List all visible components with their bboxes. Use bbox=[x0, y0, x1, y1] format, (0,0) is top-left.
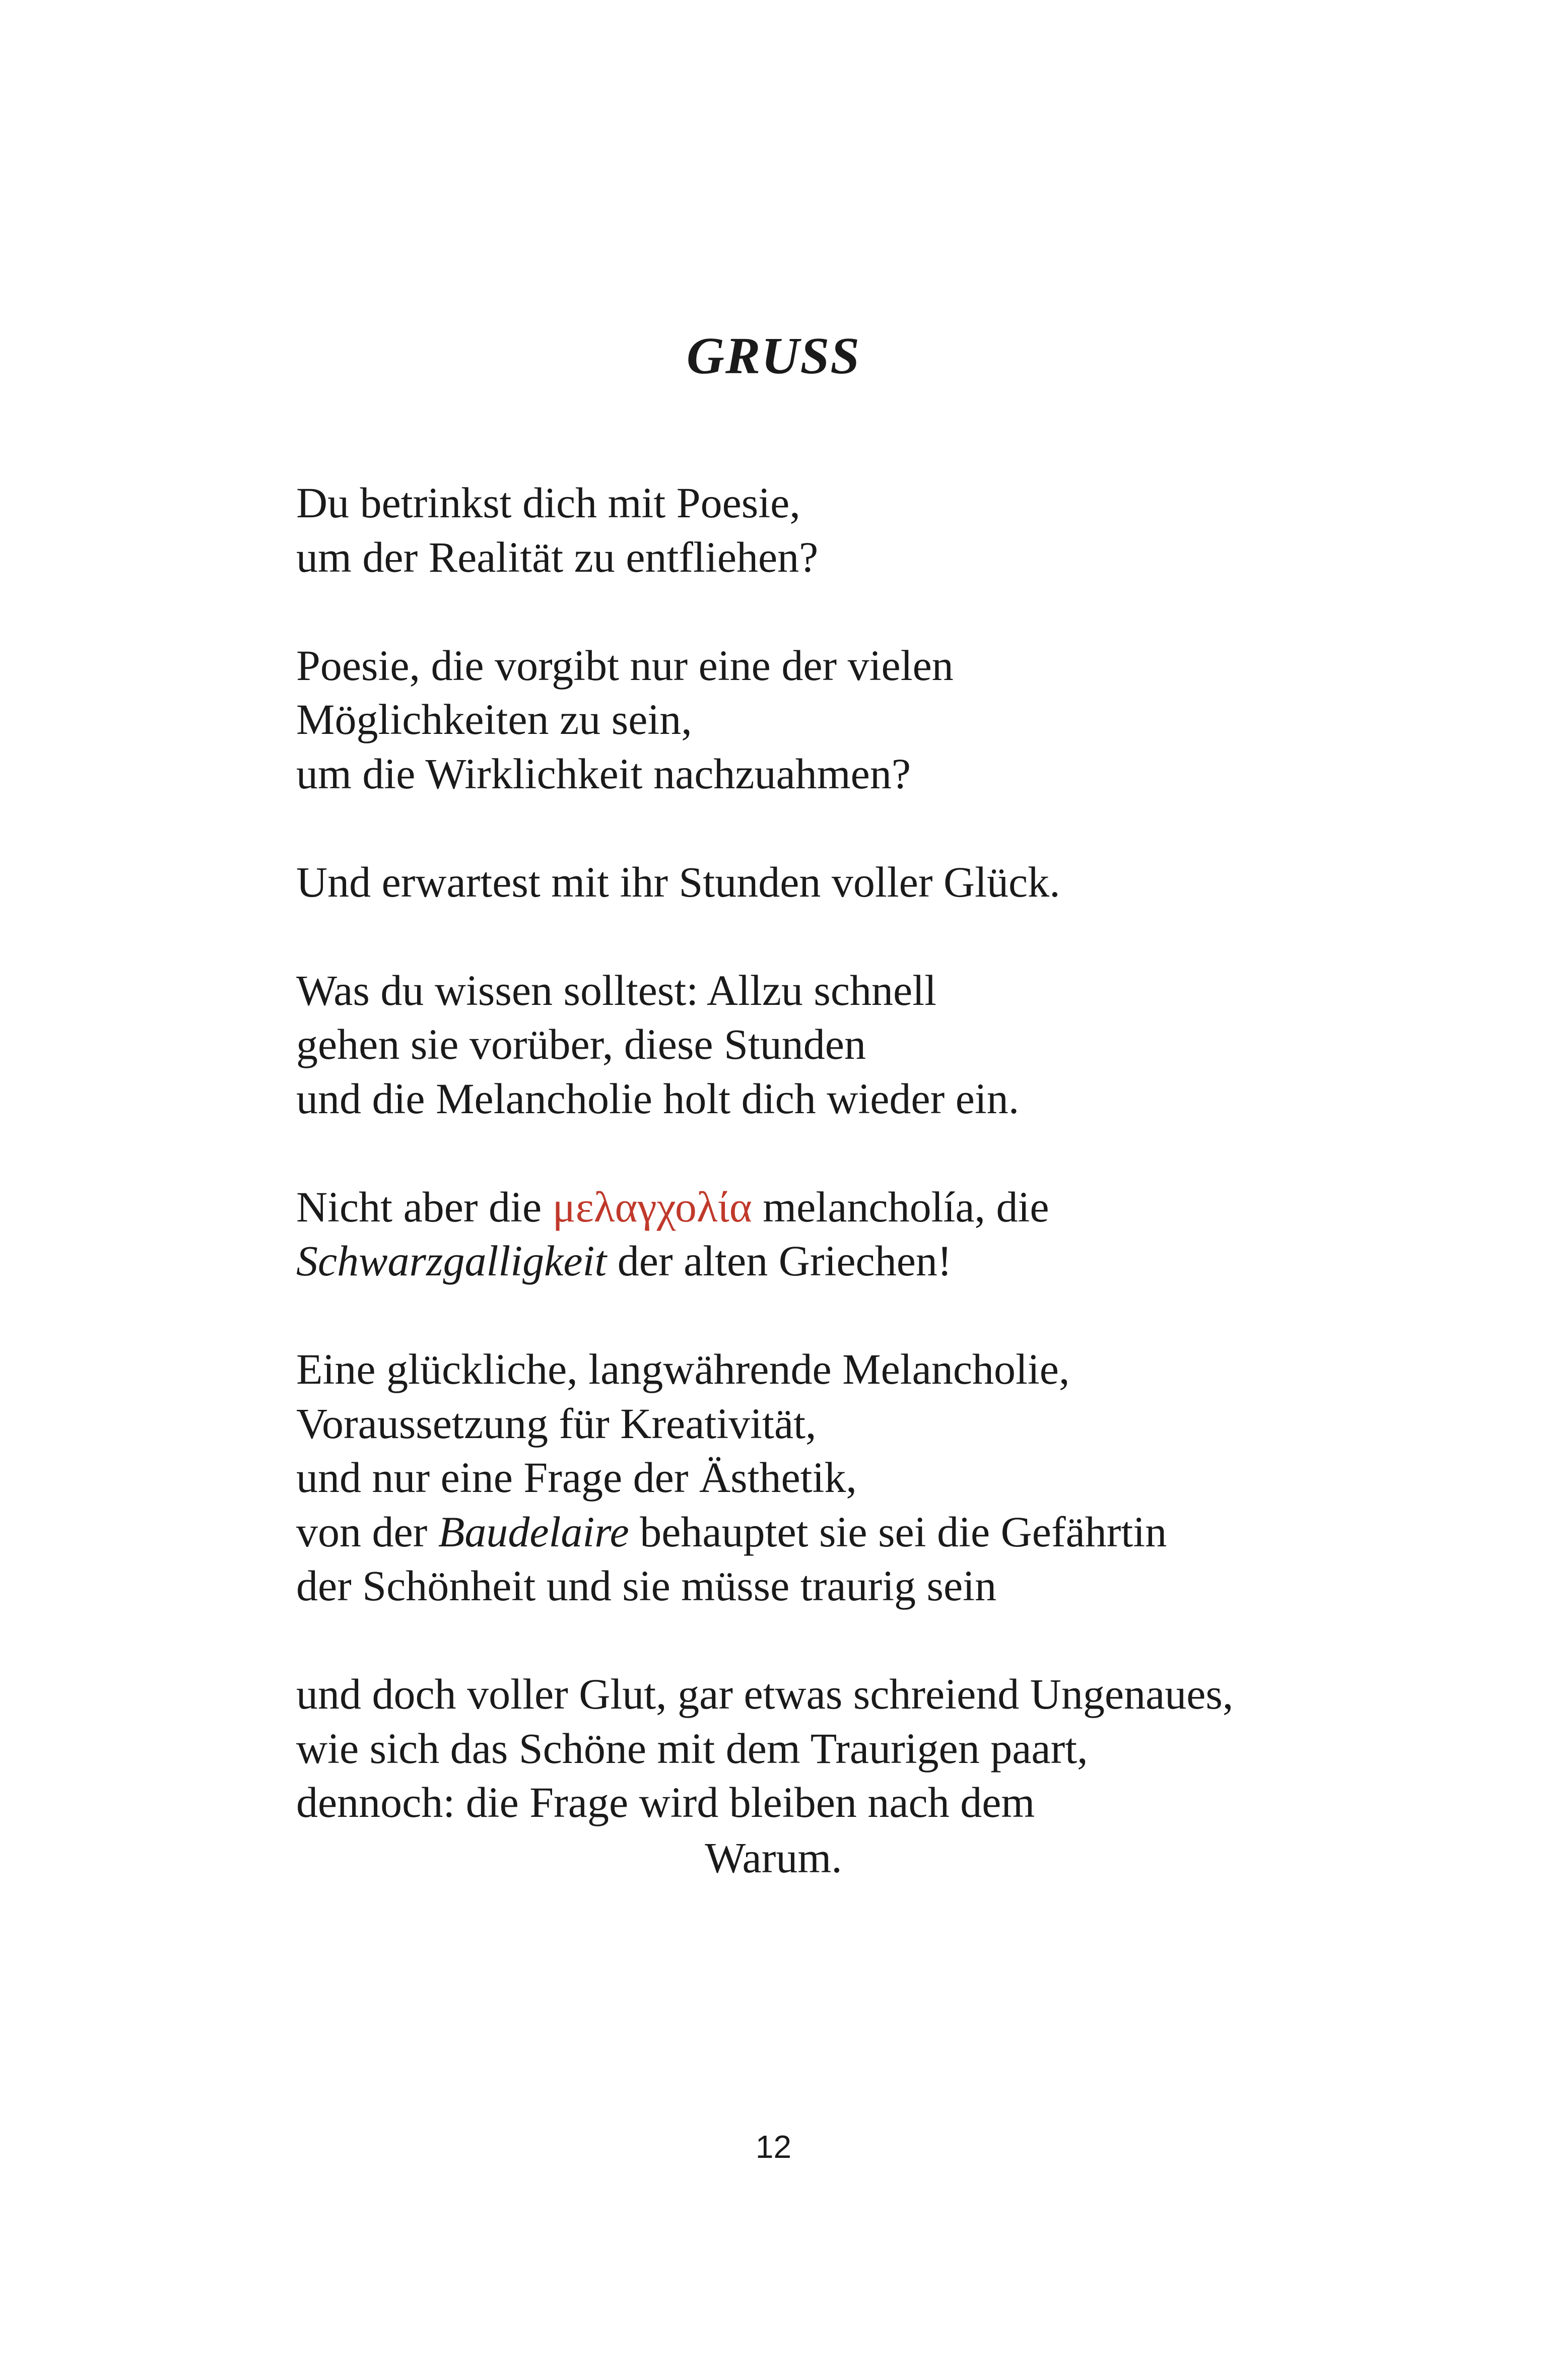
stanza-2 bbox=[296, 639, 1304, 801]
greek-word: μελαγχολία bbox=[552, 1182, 752, 1231]
stanza-1 bbox=[296, 476, 1304, 584]
stanza-7 bbox=[296, 1667, 1304, 1830]
poem-line: um der Realität zu entfliehen? bbox=[296, 532, 819, 581]
stanza-6 bbox=[296, 1342, 1304, 1613]
italic-name: Baudelaire bbox=[438, 1507, 629, 1556]
poem-line: und doch voller Glut, gar etwas schreiend Ungenaues, bbox=[296, 1670, 1234, 1718]
stanza-break bbox=[296, 1126, 1304, 1180]
page-number: 12 bbox=[755, 2129, 792, 2165]
line-text: Nicht aber die bbox=[296, 1182, 553, 1231]
poem-line: und nur eine Frage der Ästhetik, bbox=[296, 1453, 857, 1502]
stanza-break bbox=[296, 584, 1304, 639]
stanza-break bbox=[296, 1613, 1304, 1668]
poem-line: um die Wirklichkeit nachzuahmen? bbox=[296, 749, 911, 798]
poem-body bbox=[296, 476, 1304, 1830]
poem-line: Was du wissen solltest: Allzu schnell bbox=[296, 966, 937, 1014]
poem-line: Möglichkeiten zu sein, bbox=[296, 695, 692, 743]
poem-line: Eine glückliche, langwährende Melancholie, bbox=[296, 1345, 1070, 1393]
poem-line: der Schönheit und sie müsse traurig sein bbox=[296, 1561, 997, 1610]
line-text: der alten Griechen! bbox=[607, 1237, 952, 1285]
poem-line bbox=[296, 1234, 1304, 1288]
poem-line: gehen sie vorüber, diese Stunden bbox=[296, 1020, 866, 1068]
stanza-5 bbox=[296, 1180, 1304, 1288]
stanza-break bbox=[296, 909, 1304, 964]
poem-line: dennoch: die Frage wird bleiben nach dem bbox=[296, 1778, 1035, 1826]
line-text: von der bbox=[296, 1507, 438, 1556]
poem-line: Poesie, die vorgibt nur eine der vielen bbox=[296, 641, 954, 690]
stanza-3 bbox=[296, 855, 1304, 910]
poem-title: GRUSS bbox=[686, 326, 861, 385]
poem-line bbox=[296, 1180, 1304, 1235]
poem-line: Du betrinkst dich mit Poesie, bbox=[296, 479, 800, 527]
final-word: Warum. bbox=[705, 1833, 842, 1882]
poem-line: und die Melancholie holt dich wieder ein. bbox=[296, 1074, 1020, 1123]
poem-line: Voraussetzung für Kreativität, bbox=[296, 1399, 817, 1448]
italic-word: Schwarzgalligkeit bbox=[296, 1237, 607, 1285]
stanza-4 bbox=[296, 964, 1304, 1126]
poem-line bbox=[296, 1505, 1304, 1559]
line-text: behauptet sie sei die Gefährtin bbox=[629, 1507, 1167, 1556]
poem-line: wie sich das Schöne mit dem Traurigen paart, bbox=[296, 1724, 1088, 1773]
line-text: melancholía, die bbox=[752, 1182, 1049, 1231]
stanza-break bbox=[296, 801, 1304, 855]
poem-line: Und erwartest mit ihr Stunden voller Glück. bbox=[296, 857, 1060, 906]
stanza-break bbox=[296, 1288, 1304, 1343]
